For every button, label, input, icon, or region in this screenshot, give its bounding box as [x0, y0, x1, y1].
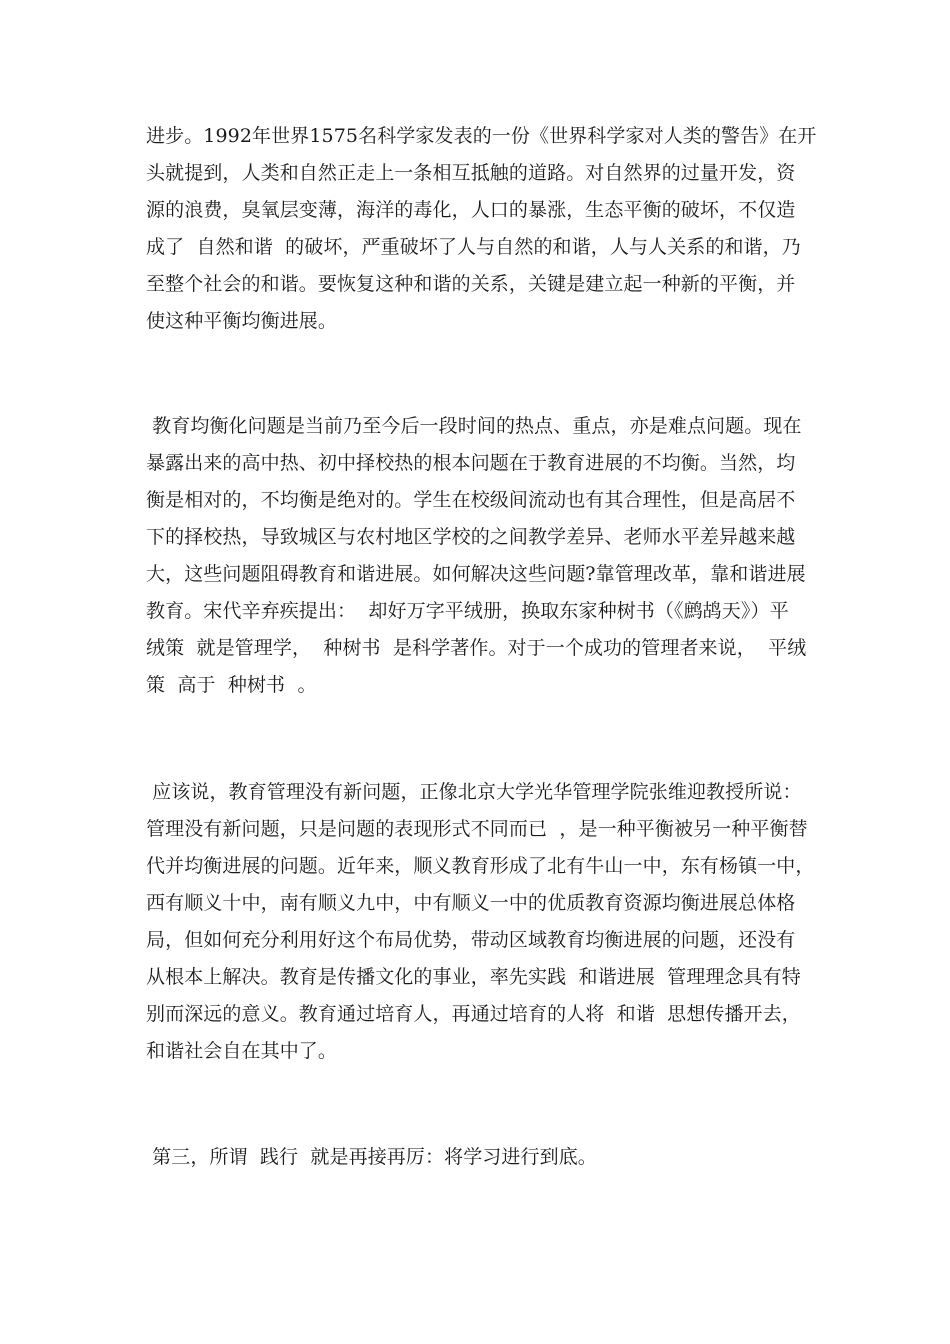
text-line: 西有顺义十中，南有顺义九中，中有顺义一中的优质教育资源均衡进展总体格 [146, 892, 796, 914]
text-line: 和谐社会自在其中了。 [146, 1040, 338, 1062]
text-line: 使这种平衡均衡进展。 [146, 310, 338, 332]
text-line: 衡是相对的，不均衡是绝对的。学生在校级间流动也有其合理性，但是高居不 [146, 489, 796, 511]
paragraph-2 [146, 408, 816, 704]
text-line: 管理没有新问题，只是问题的表现形式不同而已 ，是一种平衡被另一种平衡替 [146, 818, 808, 840]
text-line: 暴露出来的高中热、初中择校热的根本问题在于教育进展的不均衡。当然，均 [146, 452, 796, 474]
text-line: 绒策 就是管理学， 种树书 是科学著作。对于一个成功的管理者来说， 平绒 [146, 637, 807, 659]
text-line: 下的择校热，导致城区与农村地区学校的之间教学差异、老师水平差异越来越 [146, 526, 796, 548]
text-line: 代并均衡进展的问题。近年来，顺义教育形成了北有牛山一中，东有杨镇一中， [146, 855, 815, 877]
text-line: 从根本上解决。教育是传播文化的事业，率先实践 和谐进展 管理理念具有特 [146, 966, 801, 988]
text-line: 策 高于 种树书 。 [146, 674, 317, 696]
text-line: 教育。宋代辛弃疾提出： 却好万字平绒册，换取东家种树书（《鹧鸪天》）平 [146, 600, 789, 622]
text-line: 别而深远的意义。教育通过培育人，再通过培育的人将 和谐 思想传播开去， [146, 1003, 801, 1025]
paragraph-1 [146, 118, 816, 340]
paragraph-4 [146, 1139, 816, 1176]
text-line: 局，但如何充分利用好这个布局优势，带动区域教育均衡进展的问题，还没有 [146, 929, 796, 951]
text-line: 教育均衡化问题是当前乃至今后一段时间的热点、重点，亦是难点问题。现在 [146, 415, 802, 437]
text-line: 进步。1992年世界1575名科学家发表的一份《世界科学家对人类的警告》在开 [146, 125, 817, 147]
paragraph-3 [146, 774, 816, 1070]
text-line: 成了 自然和谐 的破坏，严重破坏了人与自然的和谐，人与人关系的和谐，乃 [146, 236, 801, 258]
text-line: 第三，所谓 践行 就是再接再厉：将学习进行到底。 [146, 1146, 597, 1168]
text-line: 至整个社会的和谐。要恢复这种和谐的关系，关键是建立起一种新的平衡，并 [146, 273, 796, 295]
text-line: 头就提到，人类和自然正走上一条相互抵触的道路。对自然界的过量开发，资 [146, 162, 796, 184]
text-line: 大，这些问题阻碍教育和谐进展。如何解决这些问题?靠管理改革，靠和谐进展 [146, 563, 806, 585]
text-line: 源的浪费，臭氧层变薄，海洋的毒化，人口的暴涨，生态平衡的破坏，不仅造 [146, 199, 796, 221]
text-line: 应该说，教育管理没有新问题，正像北京大学光华管理学院张维迎教授所说： [146, 781, 802, 803]
